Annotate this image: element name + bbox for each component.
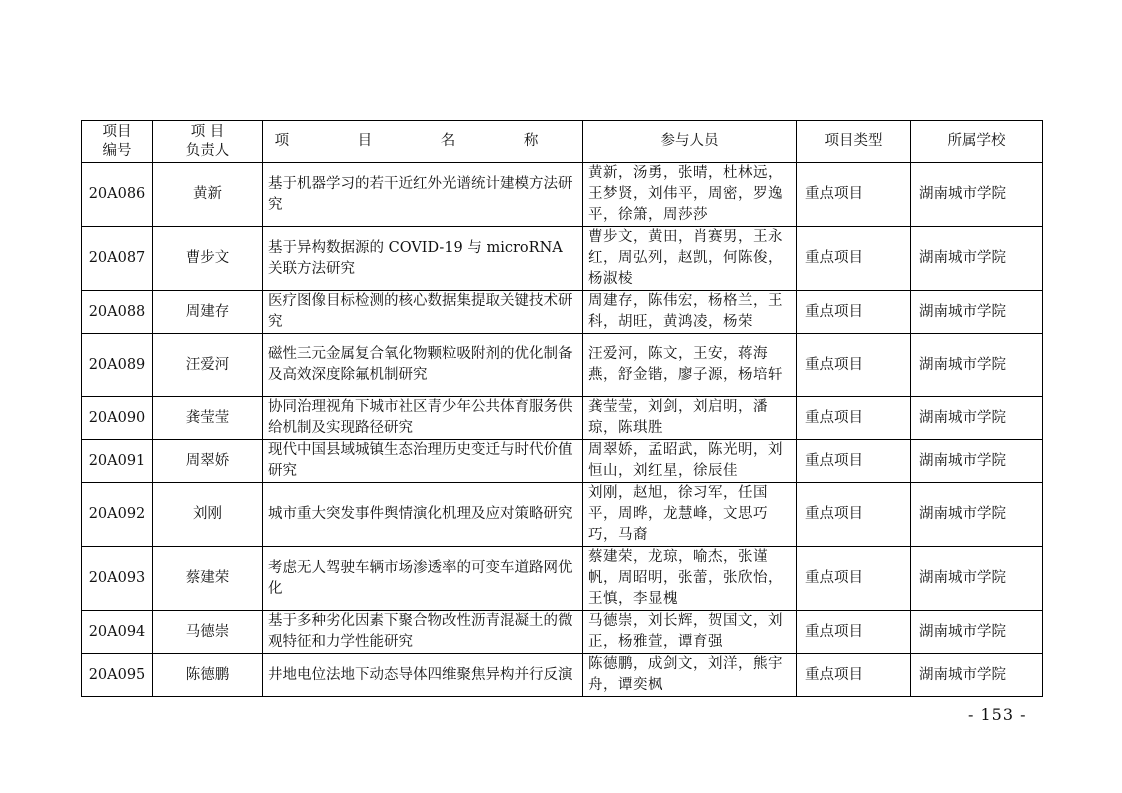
- cell-members: 汪爱河，陈文，王安，蒋海燕，舒金锴，廖子源，杨培轩: [583, 334, 797, 397]
- header-leader-line2: 负责人: [185, 142, 230, 159]
- cell-project-name: 基于机器学习的若干近红外光谱统计建模方法研究: [263, 163, 583, 227]
- cell-school: 湖南城市学院: [911, 483, 1043, 547]
- cell-school: 湖南城市学院: [911, 291, 1043, 334]
- cell-project-name: 现代中国县域城镇生态治理历史变迁与时代价值研究: [263, 440, 583, 483]
- cell-leader: 曹步文: [153, 227, 263, 291]
- cell-type: 重点项目: [797, 227, 911, 291]
- cell-type: 重点项目: [797, 547, 911, 611]
- table-row: [82, 163, 1043, 227]
- cell-code: 20A094: [82, 611, 153, 654]
- header-leader-line1: 项 目: [190, 123, 225, 140]
- table-row: [82, 291, 1043, 334]
- table-row: [82, 654, 1043, 697]
- cell-type: 重点项目: [797, 440, 911, 483]
- cell-leader: 周翠娇: [153, 440, 263, 483]
- cell-code: 20A092: [82, 483, 153, 547]
- header-school: 所属学校: [911, 121, 1043, 163]
- cell-school: 湖南城市学院: [911, 654, 1043, 697]
- header-code-line2: 编号: [102, 142, 132, 159]
- cell-members: 龚莹莹，刘剑，刘启明，潘琼，陈琪胜: [583, 397, 797, 440]
- cell-leader: 陈德鹏: [153, 654, 263, 697]
- table-row: [82, 483, 1043, 547]
- header-members: 参与人员: [583, 121, 797, 163]
- cell-school: 湖南城市学院: [911, 440, 1043, 483]
- cell-code: 20A090: [82, 397, 153, 440]
- header-code-line1: 项目: [102, 123, 132, 140]
- cell-leader: 刘刚: [153, 483, 263, 547]
- cell-project-name: 协同治理视角下城市社区青少年公共体育服务供给机制及实现路径研究: [263, 397, 583, 440]
- header-type: 项目类型: [797, 121, 911, 163]
- cell-code: 20A089: [82, 334, 153, 397]
- cell-code: 20A095: [82, 654, 153, 697]
- cell-type: 重点项目: [797, 483, 911, 547]
- cell-school: 湖南城市学院: [911, 397, 1043, 440]
- table-row: [82, 611, 1043, 654]
- cell-project-name: 基于多种劣化因素下聚合物改性沥青混凝土的微观特征和力学性能研究: [263, 611, 583, 654]
- cell-leader: 周建存: [153, 291, 263, 334]
- cell-members: 黄新，汤勇，张晴，杜林远，王梦贤，刘伟平，周密，罗逸平，徐箫，周莎莎: [583, 163, 797, 227]
- table-row: [82, 334, 1043, 397]
- table-header-row: [82, 121, 1043, 163]
- cell-project-name: 基于异构数据源的 COVID-19 与 microRNA 关联方法研究: [263, 227, 583, 291]
- cell-code: 20A086: [82, 163, 153, 227]
- cell-project-name: 井地电位法地下动态导体四维聚焦异构并行反演: [263, 654, 583, 697]
- cell-leader: 汪爱河: [153, 334, 263, 397]
- table-row: [82, 397, 1043, 440]
- cell-members: 蔡建荣，龙琼，喻杰，张谨帆，周昭明，张蕾，张欣怡，王慎，李显槐: [583, 547, 797, 611]
- cell-code: 20A091: [82, 440, 153, 483]
- cell-members: 刘刚，赵旭，徐习军，任国平，周晔，龙慧峰，文思巧巧，马裔: [583, 483, 797, 547]
- cell-members: 曹步文，黄田，肖赛男，王永红，周弘列，赵凯，何陈俊，杨淑棱: [583, 227, 797, 291]
- cell-code: 20A093: [82, 547, 153, 611]
- cell-members: 周建存，陈伟宏，杨格兰，王科，胡旺，黄鸿凌，杨荣: [583, 291, 797, 334]
- cell-type: 重点项目: [797, 291, 911, 334]
- cell-school: 湖南城市学院: [911, 547, 1043, 611]
- cell-members: 周翠娇，孟昭武，陈光明，刘恒山，刘红星，徐辰佳: [583, 440, 797, 483]
- cell-members: 马德崇，刘长辉，贺国文，刘正，杨雅萱，谭育强: [583, 611, 797, 654]
- header-code: [82, 121, 153, 163]
- cell-type: 重点项目: [797, 397, 911, 440]
- cell-type: 重点项目: [797, 654, 911, 697]
- cell-project-name: 考虑无人驾驶车辆市场渗透率的可变车道路网优化: [263, 547, 583, 611]
- project-table: [81, 120, 1043, 697]
- cell-code: 20A087: [82, 227, 153, 291]
- page-number: - 153 -: [968, 705, 1027, 724]
- cell-type: 重点项目: [797, 163, 911, 227]
- cell-school: 湖南城市学院: [911, 227, 1043, 291]
- header-project-name: 项 目 名 称: [263, 121, 583, 163]
- cell-type: 重点项目: [797, 334, 911, 397]
- cell-project-name: 磁性三元金属复合氧化物颗粒吸附剂的优化制备及高效深度除氟机制研究: [263, 334, 583, 397]
- cell-leader: 蔡建荣: [153, 547, 263, 611]
- cell-type: 重点项目: [797, 611, 911, 654]
- table-row: [82, 440, 1043, 483]
- table-row: [82, 227, 1043, 291]
- cell-project-name: 城市重大突发事件舆情演化机理及应对策略研究: [263, 483, 583, 547]
- cell-code: 20A088: [82, 291, 153, 334]
- cell-leader: 黄新: [153, 163, 263, 227]
- cell-school: 湖南城市学院: [911, 611, 1043, 654]
- cell-leader: 马德崇: [153, 611, 263, 654]
- cell-leader: 龚莹莹: [153, 397, 263, 440]
- cell-school: 湖南城市学院: [911, 163, 1043, 227]
- cell-members: 陈德鹏，成剑文，刘洋，熊宇舟，谭奕枫: [583, 654, 797, 697]
- header-leader: [153, 121, 263, 163]
- cell-project-name: 医疗图像目标检测的核心数据集提取关键技术研究: [263, 291, 583, 334]
- table-row: [82, 547, 1043, 611]
- cell-school: 湖南城市学院: [911, 334, 1043, 397]
